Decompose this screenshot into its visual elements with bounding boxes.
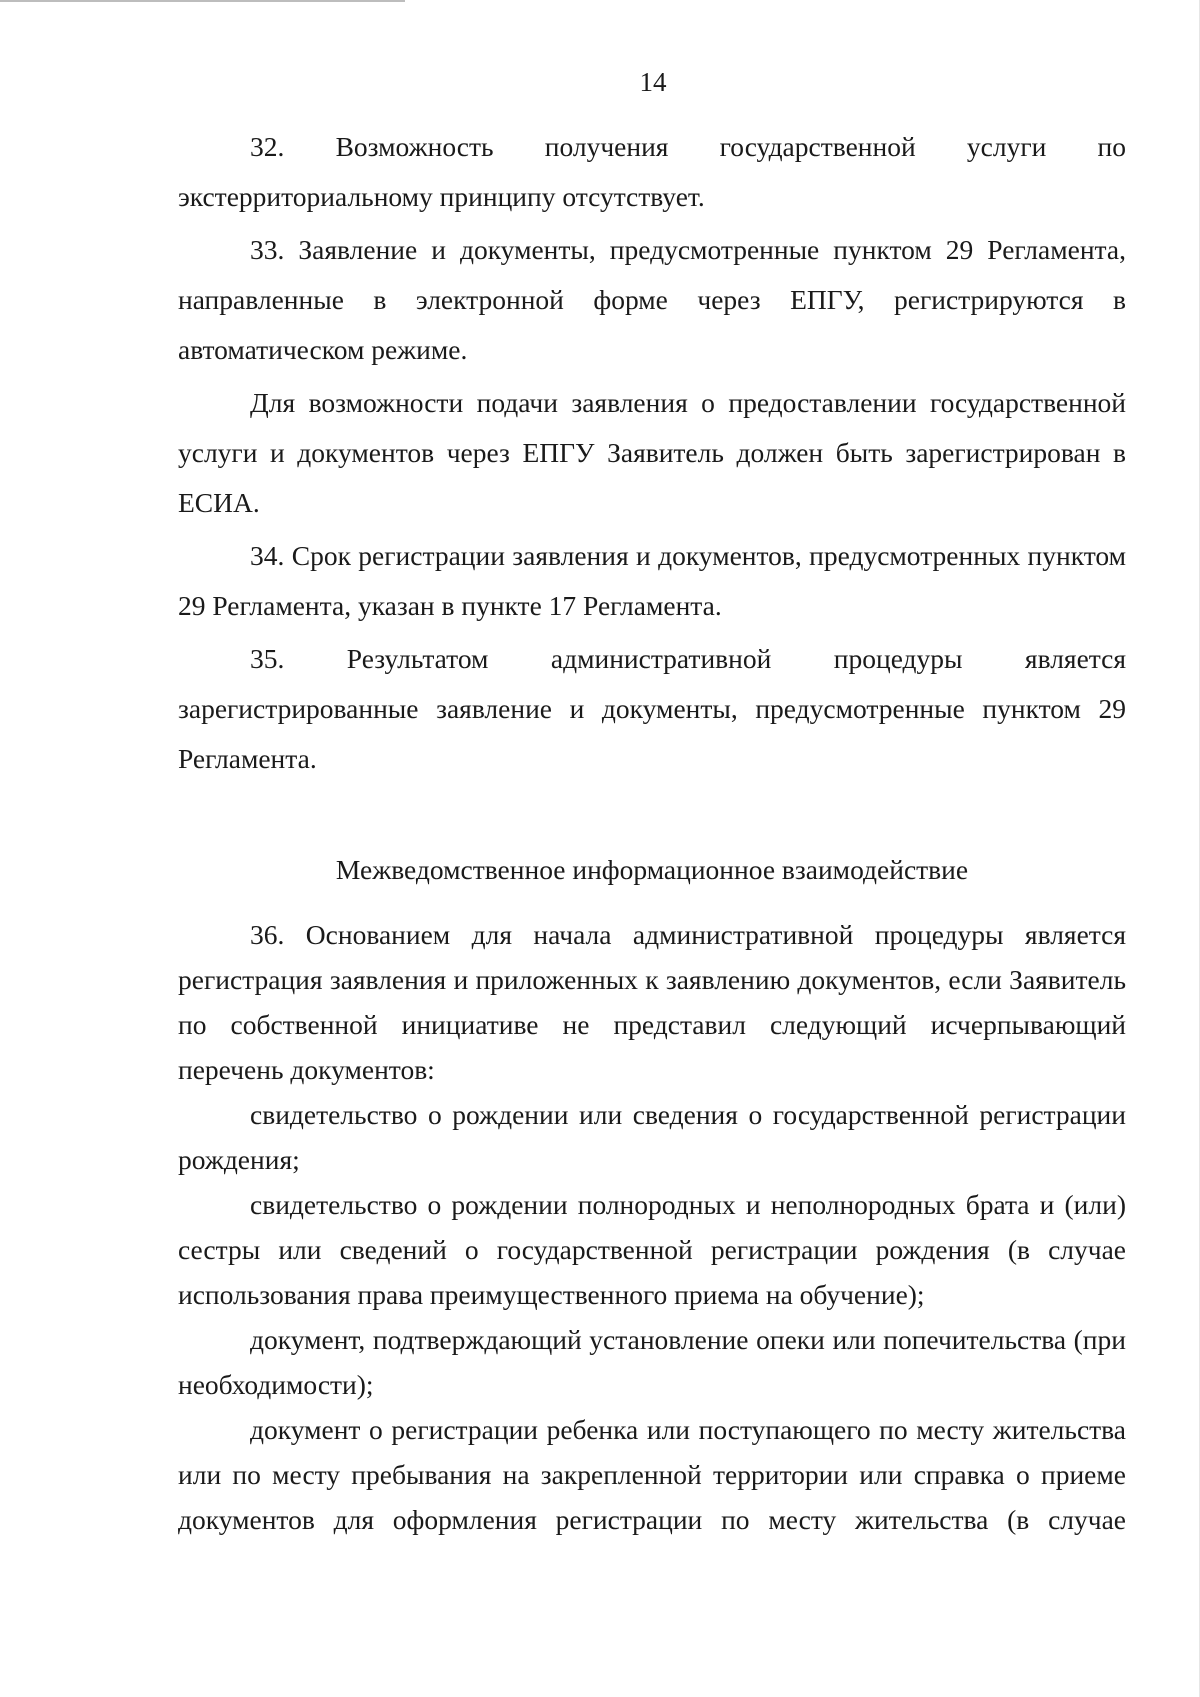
list-item-sibling-birth-certificate: свидетельство о рождении полнородных и неполнородных брата и (или) сестры или сведений о государственной регистрации рождения (в случае использования права преимущественного приема на обучение); [178,1189,1126,1310]
section-heading: Межведомственное информационное взаимодействие [335,854,969,885]
list-item-residence-registration: документ о регистрации ребенка или поступающего по месту жительства или по месту пребывания на закрепленной территории или справка о приеме документов для оформления регистрации по месту жительства (в случае [178,1414,1126,1535]
list-item-birth-certificate: свидетельство о рождении или сведения о государственной регистрации рождения; [178,1099,1126,1175]
paragraph-36: 36. Основанием для начала административной процедуры является регистрация заявления и приложенных к заявлению документов, если Заявитель по собственной инициативе не представил следующий исчерпывающий перечень документов: [178,919,1126,1085]
paragraph-35: 35. Результатом административной процедуры является зарегистрированные заявление и документы, предусмотренные пунктом 29 Регламента. [178,643,1126,774]
page-number: 14 [639,67,667,97]
paragraph-34: 34. Срок регистрации заявления и документов, предусмотренных пунктом 29 Регламента, указан в пункте 17 Регламента. [178,540,1126,621]
paragraph-33: 33. Заявление и документы, предусмотренные пунктом 29 Регламента, направленные в электронной форме через ЕПГУ, регистрируются в автоматическом режиме. [178,234,1126,365]
list-item-guardianship-document: документ, подтверждающий установление опеки или попечительства (при необходимости); [178,1324,1126,1400]
paragraph-esia-registration: Для возможности подачи заявления о предоставлении государственной услуги и документов через ЕПГУ Заявитель должен быть зарегистрирован в ЕСИА. [178,387,1126,518]
paragraph-32: 32. Возможность получения государственной услуги по экстерриториальному принципу отсутствует. [178,131,1126,212]
document-body [178,122,1126,1542]
scan-edge-top [0,0,405,2]
